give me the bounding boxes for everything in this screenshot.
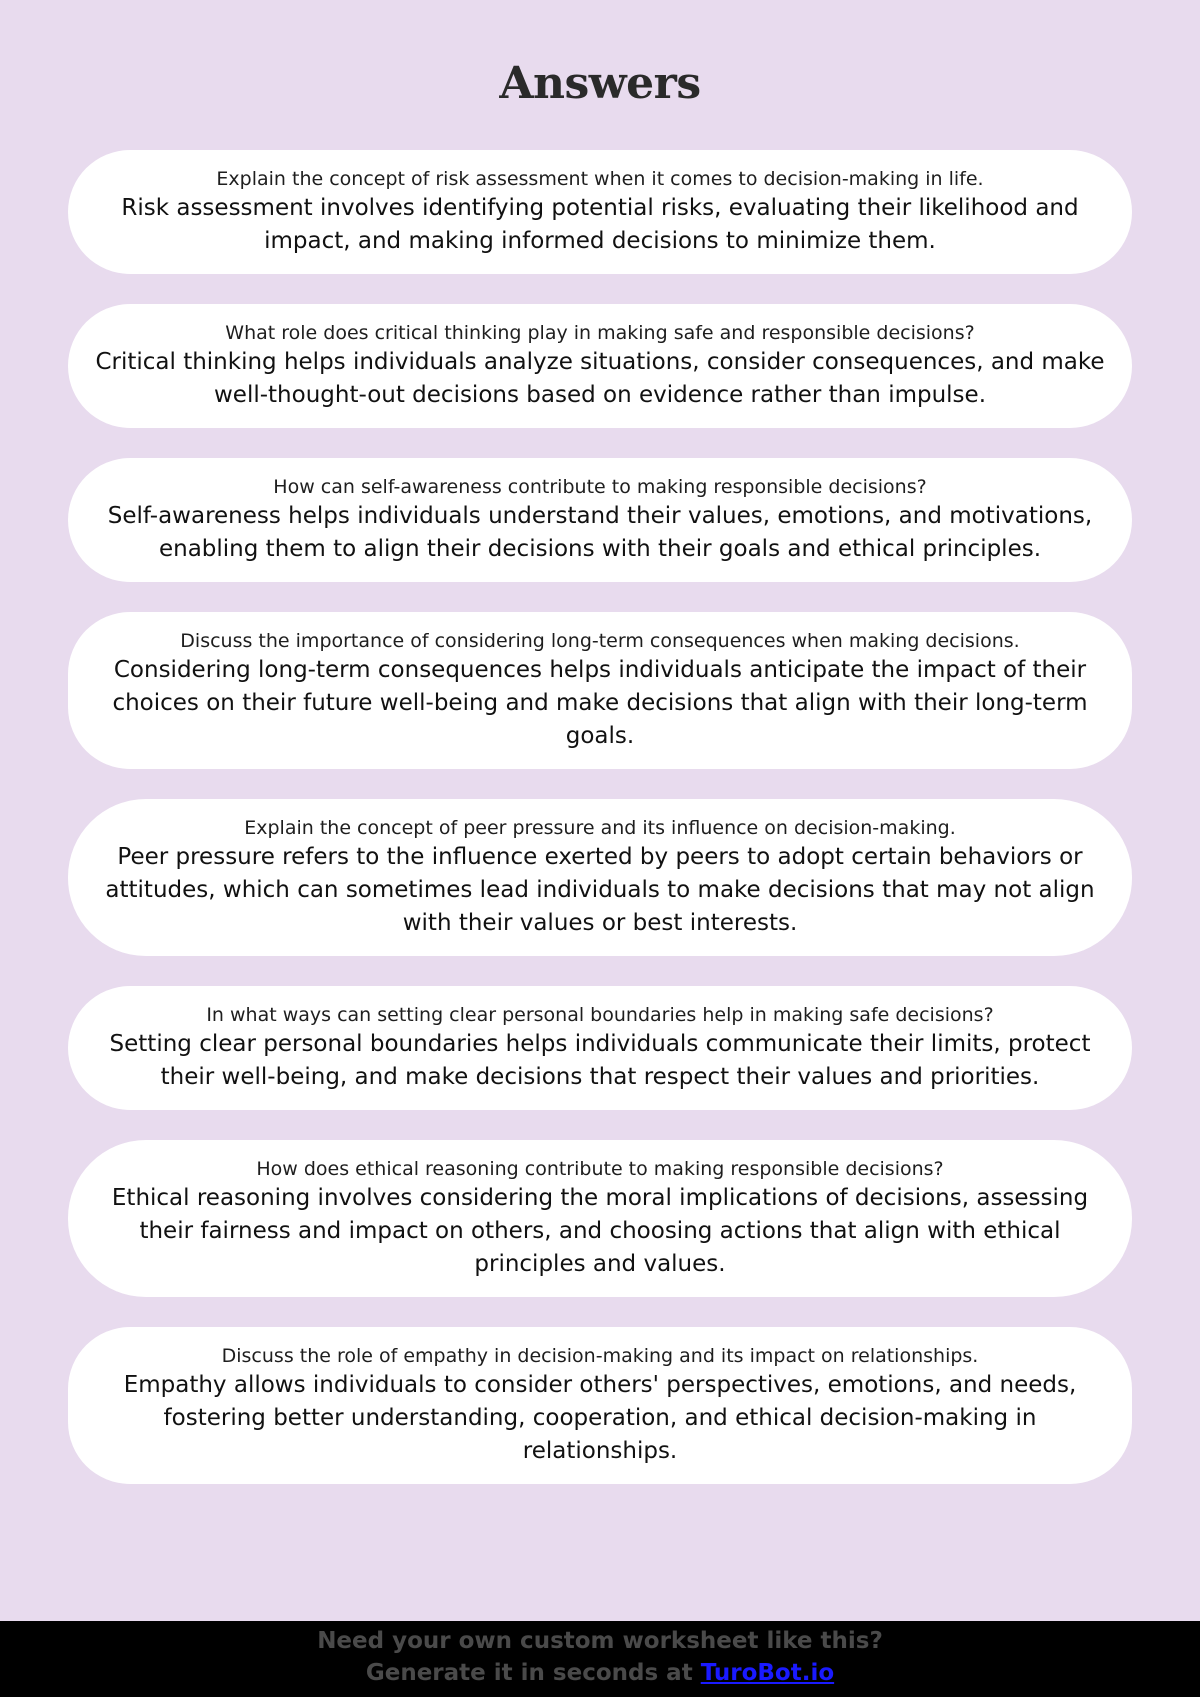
question-text: Discuss the role of empathy in decision-making and its impact on relationships. [221,1345,979,1367]
question-text: How does ethical reasoning contribute to making responsible decisions? [256,1158,944,1180]
answer-list [68,150,1132,1514]
footer-line-2-prefix: Generate it in seconds at [365,1660,701,1686]
question-text: Discuss the importance of considering long-term consequences when making decisions. [180,630,1020,652]
page-title: Answers [499,58,701,109]
answer-text: Self-awareness helps individuals understand their values, emotions, and motivations, enabling them to align their decisions with their goals and ethical principles. [107,503,1093,562]
footer-line-2 [0,1657,1200,1689]
answer-text: Considering long-term consequences helps individuals anticipate the impact of their choices on their future well-being and make decisions that align with their long-term goals. [112,657,1088,749]
promo-footer [0,1621,1200,1697]
answer-card [68,304,1132,428]
answer-text: Critical thinking helps individuals analyze situations, consider consequences, and make well-thought-out decisions based on evidence rather than impulse. [95,349,1105,408]
answer-text: Risk assessment involves identifying potential risks, evaluating their likelihood and impact, and making informed decisions to minimize them. [121,195,1079,254]
answer-text: Peer pressure refers to the influence exerted by peers to adopt certain behaviors or attitudes, which can sometimes lead individuals to make decisions that may not align with their values or best interests. [105,844,1095,936]
answer-card [68,1140,1132,1297]
footer-line-1: Need your own custom worksheet like this? [317,1628,883,1654]
question-text: What role does critical thinking play in making safe and responsible decisions? [225,322,975,344]
answer-text: Setting clear personal boundaries helps individuals communicate their limits, protect their well-being, and make decisions that respect their values and priorities. [109,1031,1091,1090]
answer-card [68,799,1132,956]
question-text: How can self-awareness contribute to making responsible decisions? [273,476,927,498]
answer-card [68,612,1132,769]
question-text: Explain the concept of peer pressure and its influence on decision-making. [244,817,956,839]
question-text: In what ways can setting clear personal boundaries help in making safe decisions? [206,1004,994,1026]
question-text: Explain the concept of risk assessment when it comes to decision-making in life. [216,168,984,190]
answer-text: Empathy allows individuals to consider others' perspectives, emotions, and needs, fostering better understanding, cooperation, and ethical decision-making in relationships. [123,1372,1077,1464]
answer-card [68,458,1132,582]
answer-text: Ethical reasoning involves considering the moral implications of decisions, assessing their fairness and impact on others, and choosing actions that align with ethical principles and values. [111,1185,1089,1277]
answer-card [68,1327,1132,1484]
answer-card [68,986,1132,1110]
turobot-link[interactable]: TuroBot.io [700,1660,835,1686]
answer-card [68,150,1132,274]
